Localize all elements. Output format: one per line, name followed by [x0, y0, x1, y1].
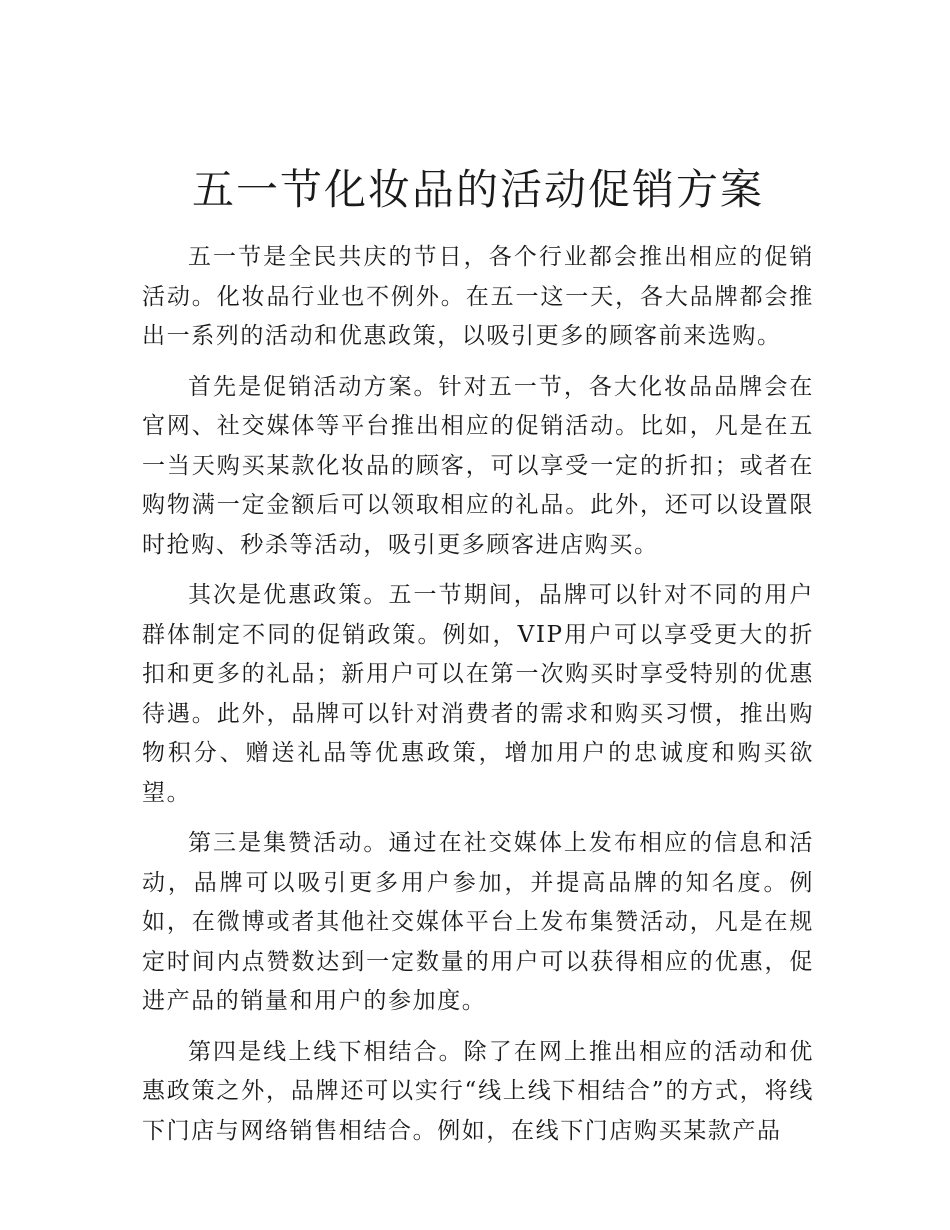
paragraph-discount-policy: 其次是优惠政策。五一节期间，品牌可以针对不同的用户群体制定不同的促销政策。例如，VIP用户可以享受更大的折扣和更多的礼品；新用户可以在第一次购买时享受特别的优惠待遇。此外，品牌可以针对消费者的需求和购买习惯，推出购物积分、赠送礼品等优惠政策，增加用户的忠诚度和购买欲望。 [142, 582, 814, 806]
document-title: 五一节化妆品的活动促销方案 [191, 165, 764, 214]
paragraph-online-offline: 第四是线上线下相结合。除了在网上推出相应的活动和优惠政策之外，品牌还可以实行“线上线下相结合”的方式，将线下门店与网络销售相结合。例如，在线下门店购买某款产品 [142, 1038, 814, 1144]
document-body [142, 238, 814, 1151]
paragraph-intro: 五一节是全民共庆的节日，各个行业都会推出相应的促销活动。化妆品行业也不例外。在五一这一天，各大品牌都会推出一系列的活动和优惠政策，以吸引更多的顾客前来选购。 [142, 244, 814, 349]
document-page [142, 160, 814, 1162]
paragraph-like-campaign: 第三是集赞活动。通过在社交媒体上发布相应的信息和活动，品牌可以吸引更多用户参加，并提高品牌的知名度。例如，在微博或者其他社交媒体平台上发布集赞活动，凡是在规定时间内点赞数达到一定数量的用户可以获得相应的优惠，促进产品的销量和用户的参加度。 [142, 830, 814, 1014]
paragraph-promotion-plan: 首先是促销活动方案。针对五一节，各大化妆品品牌会在官网、社交媒体等平台推出相应的促销活动。比如，凡是在五一当天购买某款化妆品的顾客，可以享受一定的折扣；或者在购物满一定金额后可以领取相应的礼品。此外，还可以设置限时抢购、秒杀等活动，吸引更多顾客进店购买。 [142, 373, 814, 558]
